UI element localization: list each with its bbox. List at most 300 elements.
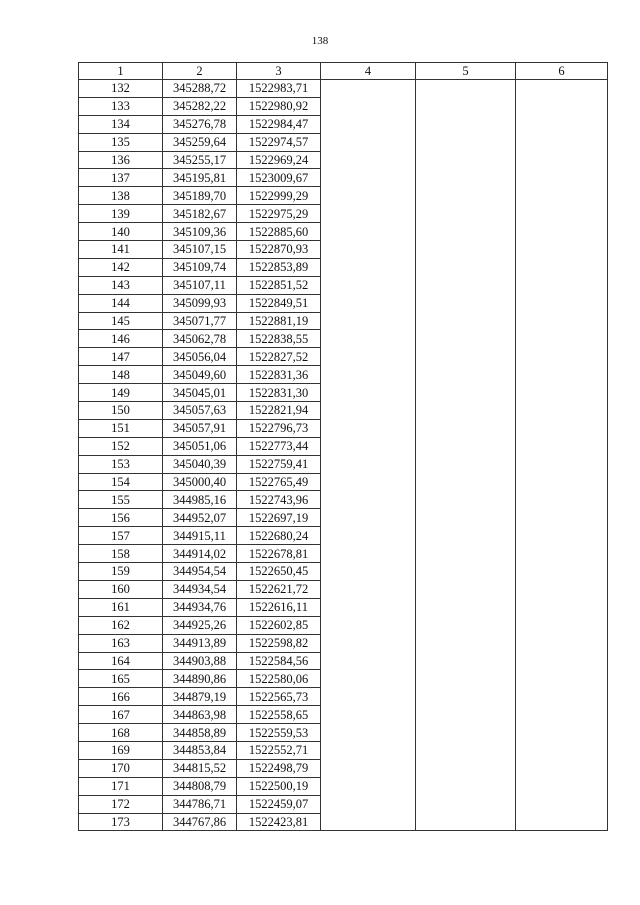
table-row	[79, 473, 608, 491]
column-6-cell	[516, 652, 608, 670]
y-coordinate-cell: 1522796,73	[237, 419, 321, 437]
y-coordinate-cell: 1522565,73	[237, 688, 321, 706]
column-5-cell	[416, 241, 516, 259]
column-5-cell	[416, 187, 516, 205]
point-number-cell: 166	[79, 688, 163, 706]
x-coordinate-cell: 344925,26	[163, 616, 237, 634]
column-5-cell	[416, 598, 516, 616]
column-4-cell	[321, 759, 416, 777]
y-coordinate-cell: 1522558,65	[237, 706, 321, 724]
column-5-cell	[416, 437, 516, 455]
table-row	[79, 276, 608, 294]
column-4-cell	[321, 133, 416, 151]
column-5-cell	[416, 133, 516, 151]
y-coordinate-cell: 1522885,60	[237, 223, 321, 241]
column-4-cell	[321, 509, 416, 527]
column-5-cell	[416, 402, 516, 420]
table-row	[79, 598, 608, 616]
column-6-cell	[516, 348, 608, 366]
y-coordinate-cell: 1523009,67	[237, 169, 321, 187]
x-coordinate-cell: 345189,70	[163, 187, 237, 205]
column-5-cell	[416, 759, 516, 777]
column-6-cell	[516, 241, 608, 259]
column-6-cell	[516, 527, 608, 545]
column-5-cell	[416, 80, 516, 98]
column-4-cell	[321, 151, 416, 169]
table-row	[79, 795, 608, 813]
column-6-cell	[516, 509, 608, 527]
column-5-cell	[416, 795, 516, 813]
table-row	[79, 330, 608, 348]
column-5-cell	[416, 688, 516, 706]
table-row	[79, 634, 608, 652]
table-row	[79, 813, 608, 831]
y-coordinate-cell: 1522584,56	[237, 652, 321, 670]
column-6-cell	[516, 115, 608, 133]
table-row	[79, 241, 608, 259]
x-coordinate-cell: 344915,11	[163, 527, 237, 545]
y-coordinate-cell: 1522580,06	[237, 670, 321, 688]
column-6-cell	[516, 545, 608, 563]
point-number-cell: 152	[79, 437, 163, 455]
table-row	[79, 706, 608, 724]
point-number-cell: 164	[79, 652, 163, 670]
point-number-cell: 155	[79, 491, 163, 509]
x-coordinate-cell: 344879,19	[163, 688, 237, 706]
table-row	[79, 527, 608, 545]
point-number-cell: 159	[79, 563, 163, 581]
column-4-cell	[321, 97, 416, 115]
column-4-cell	[321, 724, 416, 742]
point-number-cell: 161	[79, 598, 163, 616]
column-4-cell	[321, 330, 416, 348]
table-row	[79, 688, 608, 706]
column-5-cell	[416, 652, 516, 670]
table-row	[79, 366, 608, 384]
point-number-cell: 150	[79, 402, 163, 420]
column-5-cell	[416, 205, 516, 223]
column-4-cell	[321, 187, 416, 205]
point-number-cell: 156	[79, 509, 163, 527]
x-coordinate-cell: 344913,89	[163, 634, 237, 652]
y-coordinate-cell: 1522984,47	[237, 115, 321, 133]
table-body	[79, 80, 608, 831]
x-coordinate-cell: 345276,78	[163, 115, 237, 133]
column-6-cell	[516, 437, 608, 455]
point-number-cell: 143	[79, 276, 163, 294]
table-row	[79, 437, 608, 455]
column-5-cell	[416, 366, 516, 384]
column-4-cell	[321, 563, 416, 581]
point-number-cell: 141	[79, 241, 163, 259]
y-coordinate-cell: 1522983,71	[237, 80, 321, 98]
x-coordinate-cell: 344934,76	[163, 598, 237, 616]
x-coordinate-cell: 345000,40	[163, 473, 237, 491]
point-number-cell: 142	[79, 258, 163, 276]
y-coordinate-cell: 1522870,93	[237, 241, 321, 259]
y-coordinate-cell: 1522831,36	[237, 366, 321, 384]
column-4-cell	[321, 437, 416, 455]
column-5-cell	[416, 258, 516, 276]
column-6-cell	[516, 759, 608, 777]
column-5-cell	[416, 509, 516, 527]
column-6-cell	[516, 491, 608, 509]
x-coordinate-cell: 345255,17	[163, 151, 237, 169]
column-4-cell	[321, 205, 416, 223]
table-row	[79, 724, 608, 742]
point-number-cell: 149	[79, 384, 163, 402]
y-coordinate-cell: 1522853,89	[237, 258, 321, 276]
x-coordinate-cell: 344985,16	[163, 491, 237, 509]
column-6-cell	[516, 706, 608, 724]
point-number-cell: 146	[79, 330, 163, 348]
y-coordinate-cell: 1522849,51	[237, 294, 321, 312]
column-6-cell	[516, 133, 608, 151]
x-coordinate-cell: 344863,98	[163, 706, 237, 724]
point-number-cell: 151	[79, 419, 163, 437]
y-coordinate-cell: 1522975,29	[237, 205, 321, 223]
point-number-cell: 169	[79, 741, 163, 759]
point-number-cell: 157	[79, 527, 163, 545]
point-number-cell: 168	[79, 724, 163, 742]
column-5-cell	[416, 741, 516, 759]
column-6-cell	[516, 80, 608, 98]
column-5-cell	[416, 724, 516, 742]
table-row	[79, 491, 608, 509]
point-number-cell: 134	[79, 115, 163, 133]
point-number-cell: 132	[79, 80, 163, 98]
point-number-cell: 167	[79, 706, 163, 724]
point-number-cell: 162	[79, 616, 163, 634]
table-row	[79, 616, 608, 634]
column-6-cell	[516, 223, 608, 241]
column-4-cell	[321, 455, 416, 473]
x-coordinate-cell: 345259,64	[163, 133, 237, 151]
column-6-cell	[516, 473, 608, 491]
table-row	[79, 97, 608, 115]
column-6-cell	[516, 580, 608, 598]
point-number-cell: 160	[79, 580, 163, 598]
x-coordinate-cell: 344952,07	[163, 509, 237, 527]
y-coordinate-cell: 1522821,94	[237, 402, 321, 420]
column-5-cell	[416, 563, 516, 581]
table-row	[79, 509, 608, 527]
column-5-cell	[416, 223, 516, 241]
column-6-cell	[516, 384, 608, 402]
column-6-cell	[516, 330, 608, 348]
x-coordinate-cell: 344786,71	[163, 795, 237, 813]
point-number-cell: 140	[79, 223, 163, 241]
table-row	[79, 402, 608, 420]
table-row	[79, 580, 608, 598]
column-5-cell	[416, 527, 516, 545]
x-coordinate-cell: 344954,54	[163, 563, 237, 581]
y-coordinate-cell: 1522765,49	[237, 473, 321, 491]
column-6-cell	[516, 634, 608, 652]
y-coordinate-cell: 1522827,52	[237, 348, 321, 366]
column-4-cell	[321, 384, 416, 402]
table-header-row	[79, 63, 608, 80]
point-number-cell: 147	[79, 348, 163, 366]
column-5-cell	[416, 97, 516, 115]
column-4-cell	[321, 813, 416, 831]
y-coordinate-cell: 1522999,29	[237, 187, 321, 205]
x-coordinate-cell: 344808,79	[163, 777, 237, 795]
x-coordinate-cell: 344914,02	[163, 545, 237, 563]
column-6-cell	[516, 419, 608, 437]
table-row	[79, 563, 608, 581]
column-6-cell	[516, 402, 608, 420]
column-5-cell	[416, 455, 516, 473]
column-5-cell	[416, 384, 516, 402]
x-coordinate-cell: 345099,93	[163, 294, 237, 312]
x-coordinate-cell: 345195,81	[163, 169, 237, 187]
column-5-cell	[416, 670, 516, 688]
column-header-3: 3	[237, 63, 321, 80]
y-coordinate-cell: 1522500,19	[237, 777, 321, 795]
column-5-cell	[416, 545, 516, 563]
column-4-cell	[321, 294, 416, 312]
y-coordinate-cell: 1522838,55	[237, 330, 321, 348]
column-header-2: 2	[163, 63, 237, 80]
x-coordinate-cell: 345182,67	[163, 205, 237, 223]
page-number: 138	[311, 35, 329, 47]
column-6-cell	[516, 616, 608, 634]
table-row	[79, 348, 608, 366]
point-number-cell: 137	[79, 169, 163, 187]
y-coordinate-cell: 1522759,41	[237, 455, 321, 473]
y-coordinate-cell: 1522602,85	[237, 616, 321, 634]
table-row	[79, 777, 608, 795]
x-coordinate-cell: 344815,52	[163, 759, 237, 777]
column-6-cell	[516, 724, 608, 742]
column-4-cell	[321, 491, 416, 509]
column-6-cell	[516, 276, 608, 294]
column-5-cell	[416, 348, 516, 366]
point-number-cell: 153	[79, 455, 163, 473]
column-5-cell	[416, 473, 516, 491]
column-4-cell	[321, 258, 416, 276]
y-coordinate-cell: 1522423,81	[237, 813, 321, 831]
y-coordinate-cell: 1522459,07	[237, 795, 321, 813]
x-coordinate-cell: 345045,01	[163, 384, 237, 402]
column-4-cell	[321, 527, 416, 545]
column-5-cell	[416, 491, 516, 509]
x-coordinate-cell: 345040,39	[163, 455, 237, 473]
column-5-cell	[416, 777, 516, 795]
column-6-cell	[516, 777, 608, 795]
column-6-cell	[516, 795, 608, 813]
table-row	[79, 384, 608, 402]
column-4-cell	[321, 580, 416, 598]
table-row	[79, 419, 608, 437]
column-4-cell	[321, 545, 416, 563]
y-coordinate-cell: 1522616,11	[237, 598, 321, 616]
column-4-cell	[321, 80, 416, 98]
point-number-cell: 135	[79, 133, 163, 151]
column-4-cell	[321, 634, 416, 652]
x-coordinate-cell: 345288,72	[163, 80, 237, 98]
table-row	[79, 133, 608, 151]
x-coordinate-cell: 345282,22	[163, 97, 237, 115]
column-4-cell	[321, 276, 416, 294]
column-4-cell	[321, 688, 416, 706]
column-header-1: 1	[79, 63, 163, 80]
point-number-cell: 154	[79, 473, 163, 491]
column-4-cell	[321, 670, 416, 688]
y-coordinate-cell: 1522678,81	[237, 545, 321, 563]
column-6-cell	[516, 312, 608, 330]
table-row	[79, 258, 608, 276]
y-coordinate-cell: 1522831,30	[237, 384, 321, 402]
column-5-cell	[416, 151, 516, 169]
column-4-cell	[321, 366, 416, 384]
coordinates-table	[78, 62, 608, 831]
column-5-cell	[416, 419, 516, 437]
column-5-cell	[416, 330, 516, 348]
column-6-cell	[516, 97, 608, 115]
x-coordinate-cell: 345109,74	[163, 258, 237, 276]
column-5-cell	[416, 706, 516, 724]
table-row	[79, 312, 608, 330]
column-6-cell	[516, 187, 608, 205]
column-5-cell	[416, 276, 516, 294]
column-6-cell	[516, 741, 608, 759]
point-number-cell: 172	[79, 795, 163, 813]
table-row	[79, 670, 608, 688]
x-coordinate-cell: 344903,88	[163, 652, 237, 670]
column-4-cell	[321, 115, 416, 133]
column-4-cell	[321, 598, 416, 616]
point-number-cell: 158	[79, 545, 163, 563]
table-row	[79, 759, 608, 777]
column-4-cell	[321, 312, 416, 330]
y-coordinate-cell: 1522974,57	[237, 133, 321, 151]
column-6-cell	[516, 205, 608, 223]
table-row	[79, 455, 608, 473]
column-4-cell	[321, 706, 416, 724]
y-coordinate-cell: 1522621,72	[237, 580, 321, 598]
point-number-cell: 133	[79, 97, 163, 115]
column-4-cell	[321, 741, 416, 759]
point-number-cell: 165	[79, 670, 163, 688]
column-5-cell	[416, 294, 516, 312]
point-number-cell: 148	[79, 366, 163, 384]
column-4-cell	[321, 777, 416, 795]
y-coordinate-cell: 1522881,19	[237, 312, 321, 330]
table-row	[79, 741, 608, 759]
column-4-cell	[321, 241, 416, 259]
column-4-cell	[321, 795, 416, 813]
point-number-cell: 136	[79, 151, 163, 169]
x-coordinate-cell: 345107,11	[163, 276, 237, 294]
x-coordinate-cell: 344853,84	[163, 741, 237, 759]
column-header-5: 5	[416, 63, 516, 80]
table-row	[79, 223, 608, 241]
x-coordinate-cell: 345056,04	[163, 348, 237, 366]
y-coordinate-cell: 1522559,53	[237, 724, 321, 742]
column-5-cell	[416, 634, 516, 652]
y-coordinate-cell: 1522773,44	[237, 437, 321, 455]
table-row	[79, 545, 608, 563]
column-6-cell	[516, 151, 608, 169]
table-row	[79, 115, 608, 133]
x-coordinate-cell: 344767,86	[163, 813, 237, 831]
table-row	[79, 294, 608, 312]
column-4-cell	[321, 402, 416, 420]
point-number-cell: 139	[79, 205, 163, 223]
x-coordinate-cell: 345109,36	[163, 223, 237, 241]
y-coordinate-cell: 1522680,24	[237, 527, 321, 545]
column-5-cell	[416, 813, 516, 831]
column-6-cell	[516, 366, 608, 384]
column-6-cell	[516, 455, 608, 473]
point-number-cell: 171	[79, 777, 163, 795]
y-coordinate-cell: 1522598,82	[237, 634, 321, 652]
point-number-cell: 145	[79, 312, 163, 330]
x-coordinate-cell: 345057,63	[163, 402, 237, 420]
x-coordinate-cell: 344858,89	[163, 724, 237, 742]
table-row	[79, 652, 608, 670]
point-number-cell: 163	[79, 634, 163, 652]
y-coordinate-cell: 1522650,45	[237, 563, 321, 581]
y-coordinate-cell: 1522743,96	[237, 491, 321, 509]
x-coordinate-cell: 345071,77	[163, 312, 237, 330]
x-coordinate-cell: 345057,91	[163, 419, 237, 437]
x-coordinate-cell: 345107,15	[163, 241, 237, 259]
table-row	[79, 205, 608, 223]
point-number-cell: 138	[79, 187, 163, 205]
column-5-cell	[416, 616, 516, 634]
column-5-cell	[416, 312, 516, 330]
column-5-cell	[416, 580, 516, 598]
column-6-cell	[516, 294, 608, 312]
y-coordinate-cell: 1522969,24	[237, 151, 321, 169]
point-number-cell: 170	[79, 759, 163, 777]
point-number-cell: 173	[79, 813, 163, 831]
x-coordinate-cell: 345051,06	[163, 437, 237, 455]
x-coordinate-cell: 344934,54	[163, 580, 237, 598]
column-4-cell	[321, 169, 416, 187]
column-6-cell	[516, 670, 608, 688]
column-4-cell	[321, 223, 416, 241]
column-4-cell	[321, 473, 416, 491]
column-4-cell	[321, 419, 416, 437]
column-6-cell	[516, 688, 608, 706]
column-6-cell	[516, 813, 608, 831]
table-row	[79, 151, 608, 169]
y-coordinate-cell: 1522980,92	[237, 97, 321, 115]
y-coordinate-cell: 1522851,52	[237, 276, 321, 294]
column-5-cell	[416, 169, 516, 187]
x-coordinate-cell: 344890,86	[163, 670, 237, 688]
table-row	[79, 187, 608, 205]
y-coordinate-cell: 1522498,79	[237, 759, 321, 777]
column-4-cell	[321, 652, 416, 670]
column-4-cell	[321, 348, 416, 366]
y-coordinate-cell: 1522552,71	[237, 741, 321, 759]
y-coordinate-cell: 1522697,19	[237, 509, 321, 527]
x-coordinate-cell: 345049,60	[163, 366, 237, 384]
column-6-cell	[516, 258, 608, 276]
point-number-cell: 144	[79, 294, 163, 312]
column-6-cell	[516, 563, 608, 581]
column-header-6: 6	[516, 63, 608, 80]
table-row	[79, 80, 608, 98]
column-5-cell	[416, 115, 516, 133]
x-coordinate-cell: 345062,78	[163, 330, 237, 348]
column-6-cell	[516, 598, 608, 616]
